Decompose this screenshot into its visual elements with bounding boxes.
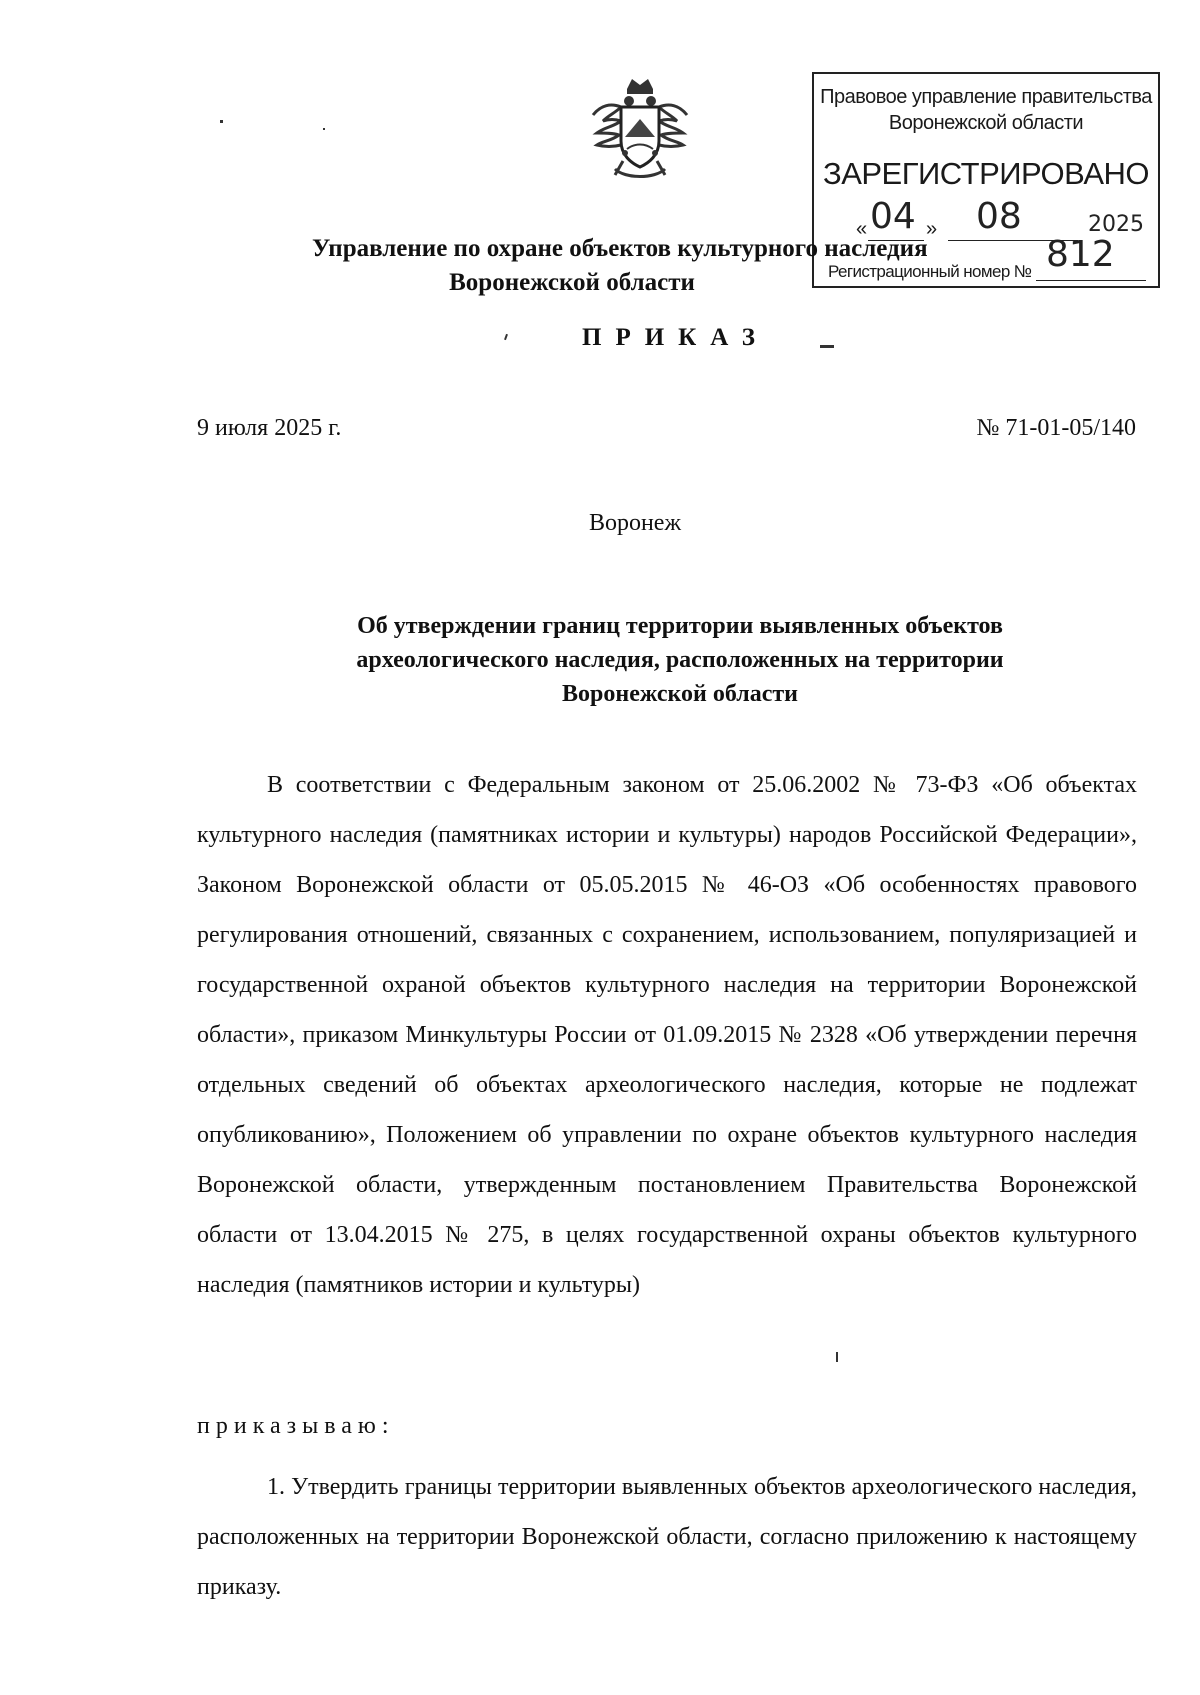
stamp-authority-line1: Правовое управление правительства — [820, 86, 1152, 108]
stamp-quote-open: « — [856, 218, 868, 240]
stamp-date-year: 2025 — [1088, 212, 1144, 237]
stamp-regnum-line — [1036, 280, 1146, 281]
agency-name-line2: Воронежской области — [449, 269, 695, 296]
document-date: 9 июля 2025 г. — [197, 415, 342, 441]
document-title — [250, 609, 1110, 711]
scan-speck — [323, 128, 325, 130]
scan-speck — [220, 120, 223, 123]
stamp-date-month: 08 — [976, 196, 1022, 237]
document-title-line2: археологического наследия, расположенных на территории — [356, 647, 1004, 673]
document-city: Воронеж — [588, 510, 682, 536]
document-title-line3: Воронежской области — [562, 681, 798, 707]
document-title-line1: Об утверждении границ территории выявленных объектов — [357, 613, 1003, 639]
stamp-authority-line2: Воронежской области — [888, 112, 1084, 134]
preamble-paragraph: В соответствии с Федеральным законом от 25.06.2002 № 73-ФЗ «Об объектах культурного наследия (памятниках истории и культуры) народов Российской Федерации», Законом Воронежской области от 05.05.2015 № 46-ОЗ «Об особенностях правового регулирования отношений, связанных с сохранением, использованием, популяризацией и государственной охраной объектов культурного наследия на территории Воронежской области», приказом Минкультуры России от 01.09.2015 № 2328 «Об утверждении перечня отдельных сведений об объектах археологического наследия, которые не подлежат опубликованию», Положением об управлении по охране объектов культурного наследия Воронежской области, утвержденным постановлением Правительства Воронежской области от 13.04.2015 № 275, в целях государственной охраны объектов культурного наследия (памятников истории и культуры) — [197, 772, 1137, 1298]
agency-name-line1: Управление по охране объектов культурного наследия — [312, 235, 928, 262]
document-type: ПРИКАЗ — [582, 324, 769, 351]
scan-speck — [504, 334, 508, 340]
stamp-quote-close: » — [926, 218, 938, 240]
coat-of-arms-icon — [585, 75, 695, 185]
stamp-regnum-label: Регистрационный номер № — [828, 262, 1032, 281]
agency-name — [312, 232, 928, 300]
stamp-regnum: 812 — [1046, 234, 1115, 275]
order-word: приказываю: — [197, 1413, 395, 1439]
scan-speck — [836, 1352, 838, 1362]
order-item-1: 1. Утвердить границы территории выявленных объектов археологического наследия, расположенных на территории Воронежской области, согласно приложению к настоящему приказу. — [197, 1474, 1137, 1600]
document-number: № 71-01-05/140 — [976, 415, 1136, 441]
stamp-registered-label: ЗАРЕГИСТРИРОВАНО — [822, 156, 1149, 191]
scan-speck — [820, 345, 834, 348]
stamp-date-day: 04 — [870, 196, 916, 237]
